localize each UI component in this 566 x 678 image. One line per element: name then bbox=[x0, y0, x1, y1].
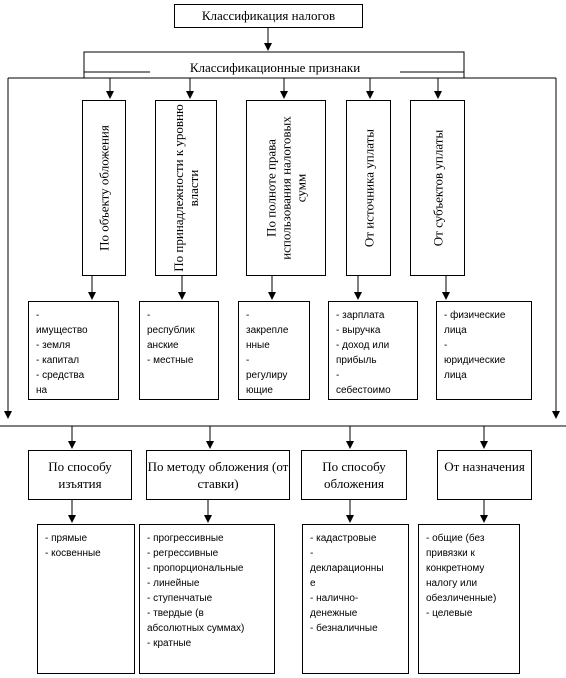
criterion-label: По принадлежности к уровню власти bbox=[171, 104, 201, 272]
list-item: - bbox=[246, 355, 250, 366]
list-item: - bbox=[246, 310, 250, 321]
criterion-box-usage-rights bbox=[246, 100, 326, 276]
list-item: привязки к bbox=[426, 548, 475, 559]
list-item: - общие (без bbox=[426, 533, 485, 544]
list-item: - безналичные bbox=[310, 623, 378, 634]
list-item: закрепле bbox=[246, 325, 289, 336]
method-items-rate bbox=[139, 524, 275, 674]
list-item: республик bbox=[147, 325, 195, 336]
method-box-rate: По методу обложения (от ставки) bbox=[146, 450, 290, 500]
list-item: - bbox=[36, 310, 40, 321]
criterion-box-payers bbox=[410, 100, 465, 276]
classification-criteria-label: Классификационные признаки bbox=[150, 60, 400, 76]
list-item: декларационны bbox=[310, 563, 384, 574]
criterion-items-object bbox=[28, 301, 119, 400]
list-item: - местные bbox=[147, 355, 194, 366]
criterion-items-usage-rights bbox=[238, 301, 310, 400]
criterion-items-authority bbox=[139, 301, 219, 400]
list-item: - выручка bbox=[336, 325, 381, 336]
diagram-title: Классификация налогов bbox=[174, 4, 363, 28]
criterion-box-object bbox=[82, 100, 126, 276]
list-item: - доход или bbox=[336, 340, 390, 351]
list-item: - bbox=[147, 310, 151, 321]
criterion-box-payment-source bbox=[346, 100, 391, 276]
list-item: прибыль bbox=[336, 355, 377, 366]
criterion-label: По полноте права использования налоговых сумм bbox=[263, 116, 309, 260]
method-items-withdrawal bbox=[37, 524, 135, 674]
list-item: на bbox=[36, 385, 48, 396]
list-item: - кадастровые bbox=[310, 533, 377, 544]
list-item: анские bbox=[147, 340, 179, 351]
list-item: лица bbox=[444, 370, 467, 381]
list-item: - косвенные bbox=[45, 548, 101, 559]
list-item: - прогрессивные bbox=[147, 533, 224, 544]
criterion-box-authority bbox=[155, 100, 217, 276]
list-item: е bbox=[310, 578, 316, 589]
list-item: - пропорциональные bbox=[147, 563, 244, 574]
list-item: - твердые (в bbox=[147, 608, 204, 619]
list-item: конкретному bbox=[426, 563, 485, 574]
list-item: - земля bbox=[36, 340, 71, 351]
method-box-purpose: От назначения bbox=[437, 450, 532, 500]
list-item: - средства bbox=[36, 370, 85, 381]
list-item: - bbox=[444, 340, 448, 351]
list-item: - физические bbox=[444, 310, 506, 321]
list-item: регулиру bbox=[246, 370, 288, 381]
list-item: налогу или bbox=[426, 578, 478, 589]
list-item: нные bbox=[246, 340, 270, 351]
list-item: лица bbox=[444, 325, 467, 336]
list-item: денежные bbox=[310, 608, 358, 619]
list-item: - прямые bbox=[45, 533, 88, 544]
list-item: - bbox=[310, 548, 314, 559]
method-box-withdrawal: По способу изъятия bbox=[28, 450, 132, 500]
criterion-items-payers bbox=[436, 301, 532, 400]
list-item: себестоимо bbox=[336, 385, 391, 396]
list-item: - налично- bbox=[310, 593, 359, 604]
criterion-label: По объекту обложения bbox=[96, 125, 112, 251]
list-item: - линейные bbox=[147, 578, 200, 589]
method-items-purpose bbox=[418, 524, 520, 674]
list-item: - регрессивные bbox=[147, 548, 219, 559]
list-item: юридические bbox=[444, 355, 506, 366]
list-item: - ступенчатые bbox=[147, 593, 213, 604]
list-item: - зарплата bbox=[336, 310, 385, 321]
criterion-label: От источника уплаты bbox=[361, 128, 376, 248]
method-box-assessment: По способу обложения bbox=[301, 450, 407, 500]
list-item: - целевые bbox=[426, 608, 473, 619]
criterion-items-payment-source bbox=[328, 301, 418, 400]
list-item: имущество bbox=[36, 325, 88, 336]
list-item: - кратные bbox=[147, 638, 192, 649]
list-item: - капитал bbox=[36, 355, 80, 366]
criterion-label: От субъектов уплаты bbox=[430, 129, 445, 247]
list-item: обезличенные) bbox=[426, 593, 497, 604]
list-item: ющие bbox=[246, 385, 273, 396]
list-item: абсолютных суммах) bbox=[147, 623, 245, 634]
list-item: - bbox=[336, 370, 340, 381]
method-items-assessment bbox=[302, 524, 409, 674]
